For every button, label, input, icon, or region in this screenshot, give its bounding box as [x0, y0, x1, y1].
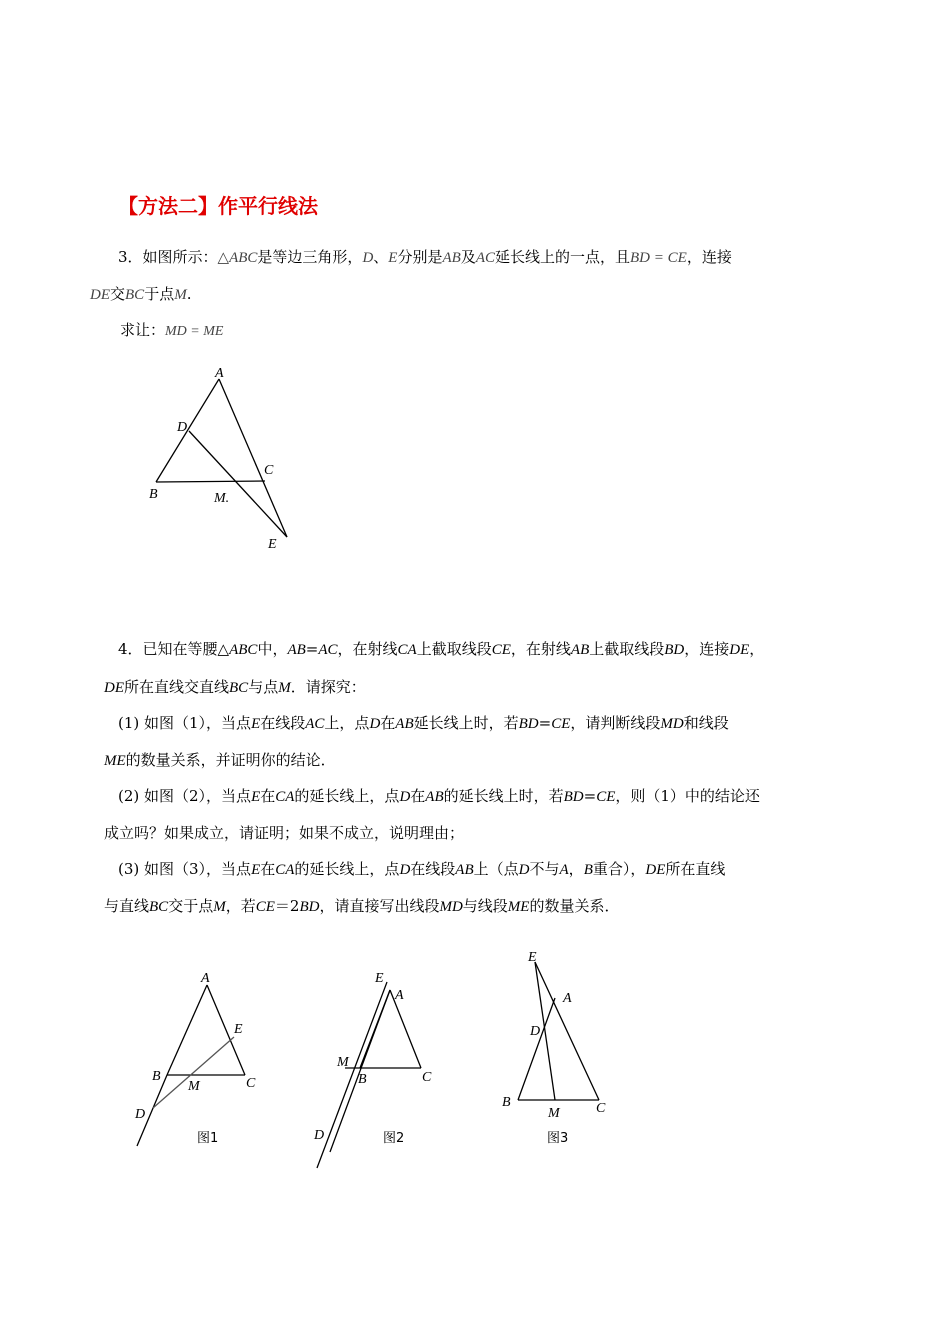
label-M: M.	[214, 491, 230, 506]
text: 在	[410, 787, 426, 805]
text: 与线段	[462, 897, 508, 915]
figure-1	[134, 971, 256, 1146]
math: CE	[596, 789, 616, 805]
label-A: A	[395, 988, 404, 1003]
math: AB	[287, 642, 306, 658]
text: 重合），	[592, 860, 646, 878]
math: B	[583, 862, 593, 878]
segment-AB	[167, 985, 207, 1075]
math: D	[399, 862, 411, 878]
math: AB	[455, 862, 474, 878]
math: BD = CE	[630, 250, 687, 266]
math: D	[362, 250, 374, 266]
text: 的延长线上时，若	[443, 787, 564, 805]
label-C: C	[422, 1070, 432, 1085]
math: CA	[275, 789, 295, 805]
label-B: B	[152, 1069, 161, 1084]
math: DE	[104, 680, 124, 696]
label-E: E	[234, 1022, 243, 1037]
figure-caption: 图3	[547, 1131, 569, 1146]
math: D	[518, 862, 530, 878]
text: ，	[568, 860, 584, 878]
problem4-line2	[104, 677, 366, 698]
text: 与直线	[104, 897, 150, 915]
label-M: M	[337, 1055, 349, 1070]
text: 4．已知在等腰△	[118, 640, 230, 658]
math: AB	[425, 789, 444, 805]
label-M: M	[548, 1106, 560, 1121]
math: M	[174, 287, 187, 303]
label-A: A	[201, 971, 210, 986]
label-C: C	[596, 1101, 606, 1116]
math: D	[369, 716, 381, 732]
label-C: C	[264, 463, 274, 478]
label-E: E	[268, 537, 277, 552]
label-D: D	[314, 1128, 325, 1143]
text: 成立吗？如果成立，请证明；如果不成立，说明理由；	[104, 824, 465, 842]
figure-caption: 图2	[383, 1131, 405, 1146]
problem3-prove	[120, 320, 223, 342]
text: 及	[460, 248, 476, 266]
text: (1) 如图（1），当点	[118, 714, 252, 732]
text: 的延长线上，点	[294, 787, 400, 805]
math: AB	[570, 642, 590, 658]
math: ME	[507, 899, 530, 915]
label-B: B	[149, 487, 158, 502]
label-M: M	[188, 1079, 200, 1094]
problem4-part3-line1	[118, 859, 725, 880]
figure-2	[313, 971, 432, 1168]
text: ，则（1）中的结论还	[615, 787, 760, 805]
segment-AE	[219, 379, 287, 537]
math: CE	[255, 899, 275, 915]
problem3-line1	[118, 247, 732, 268]
problem4-part1-line2	[104, 750, 336, 771]
math: CE	[491, 642, 511, 658]
math: CE	[551, 716, 571, 732]
math: CA	[397, 642, 417, 658]
math: BC	[125, 287, 145, 303]
text: 在	[260, 860, 276, 878]
math: E	[251, 862, 261, 878]
text: 在线段	[410, 860, 456, 878]
segment-DE	[153, 1037, 234, 1108]
label-B: B	[358, 1072, 367, 1087]
problem3-line2	[90, 284, 191, 305]
text: ．请探究：	[290, 678, 366, 696]
math: CA	[275, 862, 295, 878]
math: △ABC	[217, 250, 258, 266]
math: M	[213, 899, 226, 915]
figure-3	[502, 950, 606, 1146]
text: 的数量关系．	[529, 897, 620, 915]
math: DE	[90, 287, 110, 303]
text: 延长线上时，若	[413, 714, 519, 732]
problem3-figure	[140, 360, 310, 555]
text: 和线段	[683, 714, 729, 732]
problem4-part3-line2	[104, 896, 619, 917]
math: MD	[439, 899, 463, 915]
math: DE	[729, 642, 750, 658]
text: .	[186, 285, 192, 303]
text: 、	[373, 248, 389, 266]
math: E	[251, 789, 261, 805]
math: BD	[299, 899, 320, 915]
segment-BC	[156, 481, 265, 482]
text: 在	[380, 714, 396, 732]
math: BD	[518, 716, 539, 732]
text: 上，点	[324, 714, 370, 732]
line-AD	[330, 990, 390, 1152]
segment-DE	[189, 431, 287, 537]
math: AC	[318, 642, 338, 658]
math: E	[251, 716, 261, 732]
text: 于点	[144, 285, 175, 303]
text: 所在直线	[665, 860, 726, 878]
segment-AB	[518, 998, 555, 1100]
text: 分别是	[397, 248, 443, 266]
text: 延长线上的一点，且	[495, 248, 631, 266]
text: 3．如图所示：	[118, 248, 218, 266]
problem4-part1-line1	[118, 713, 729, 734]
math: ME	[104, 753, 126, 769]
math: A	[559, 862, 569, 878]
text: 与点	[248, 678, 279, 696]
text: ，若	[225, 897, 256, 915]
text: 所在直线交直线	[124, 678, 230, 696]
text: =	[538, 714, 552, 732]
problem4-part2-line2	[104, 823, 464, 843]
text: 在线段	[260, 714, 306, 732]
label-D: D	[135, 1107, 146, 1122]
math: BD	[664, 642, 685, 658]
math: E	[388, 250, 398, 266]
problem4-part2-line1	[118, 786, 760, 807]
segment-AB	[156, 379, 219, 482]
prove-label: 求让：	[120, 321, 166, 339]
text: ，在射线	[510, 640, 571, 658]
math: BD	[563, 789, 584, 805]
label-E: E	[528, 950, 537, 965]
text: 在	[260, 787, 276, 805]
text: ，请直接写出线段	[319, 897, 440, 915]
math: M	[278, 680, 291, 696]
text: 是等边三角形，	[257, 248, 363, 266]
label-A: A	[563, 991, 572, 1006]
math: AB	[442, 250, 461, 266]
label-D: D	[177, 420, 188, 435]
prove-expr: MD = ME	[165, 324, 224, 339]
figure-caption: 图1	[197, 1131, 219, 1146]
text: =	[305, 640, 319, 658]
text: =	[583, 787, 597, 805]
text: 交	[110, 285, 126, 303]
math: AB	[395, 716, 414, 732]
text: ＝2	[274, 897, 300, 915]
text: 上截取线段	[589, 640, 665, 658]
text: 交于点	[168, 897, 214, 915]
math: DE	[645, 862, 666, 878]
text: ，连接	[684, 640, 730, 658]
text: ，请判断线段	[570, 714, 661, 732]
text: 的数量关系，并证明你的结论．	[125, 751, 336, 769]
text: 上截取线段	[416, 640, 492, 658]
math: AC	[305, 716, 325, 732]
problem4-figures	[125, 940, 645, 1180]
text: ，连接	[686, 248, 732, 266]
text: 上（点	[473, 860, 519, 878]
line-ED	[317, 982, 387, 1168]
math: ABC	[229, 642, 258, 658]
math: D	[399, 789, 411, 805]
text: ，在射线	[337, 640, 398, 658]
text: ，	[749, 640, 765, 658]
math: BC	[149, 899, 169, 915]
label-A: A	[215, 366, 224, 381]
text: 中，	[257, 640, 288, 658]
text: 不与	[529, 860, 560, 878]
label-C: C	[246, 1076, 256, 1091]
problem4-line1	[118, 639, 764, 660]
label-D: D	[530, 1024, 541, 1039]
math: BC	[229, 680, 249, 696]
text: (2) 如图（2），当点	[118, 787, 252, 805]
label-E: E	[375, 971, 384, 986]
label-B: B	[502, 1095, 511, 1110]
math: MD	[660, 716, 684, 732]
math: AC	[475, 250, 495, 266]
text: 的延长线上，点	[294, 860, 400, 878]
section-title: 【方法二】作平行线法	[118, 194, 318, 218]
text: (3) 如图（3），当点	[118, 860, 252, 878]
